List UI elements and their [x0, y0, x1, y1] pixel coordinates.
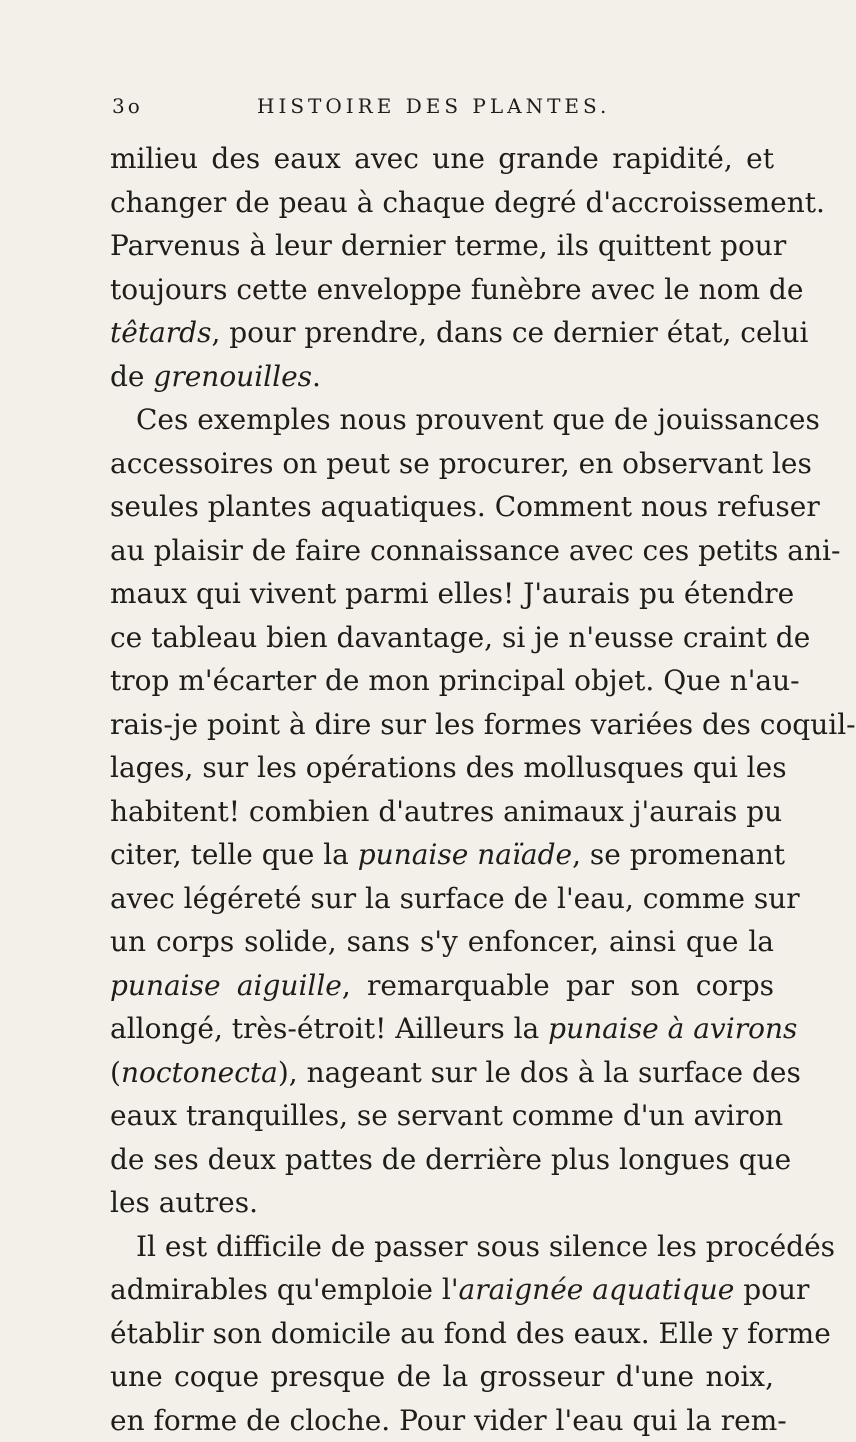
page-header — [112, 94, 772, 128]
text-line — [110, 1355, 774, 1399]
text-run: Parvenus à leur dernier terme, ils quittent pour — [110, 229, 786, 262]
text-run: trop m'écarter de mon principal objet. Que n'au- — [110, 664, 800, 697]
italic-term: grenouilles — [153, 360, 312, 393]
text-run: avec légéreté sur la surface de l'eau, comme sur — [110, 882, 800, 915]
text-run: changer de peau à chaque degré d'accroissement. — [110, 186, 825, 219]
italic-term: têtards — [110, 316, 211, 349]
text-run: un corps solide, sans s'y enfoncer, ainsi que la — [110, 925, 774, 958]
text-run: Il est difficile de passer sous silence les procédés — [136, 1230, 835, 1263]
text-run: les autres. — [110, 1186, 258, 1219]
text-line — [110, 659, 774, 703]
text-line — [110, 703, 774, 747]
text-run: ce tableau bien davantage, si je n'eusse craint de — [110, 621, 810, 654]
text-run: rais-je point à dire sur les formes variées des coquil- — [110, 708, 856, 741]
text-line — [110, 790, 774, 834]
italic-term: punaise à avirons — [548, 1012, 797, 1045]
text-run: admirables qu'emploie l' — [110, 1273, 459, 1306]
text-line — [110, 268, 774, 312]
text-run: citer, telle que la — [110, 838, 358, 871]
text-run: lages, sur les opérations des mollusques qui les — [110, 751, 787, 784]
text-run: milieu des eaux avec une grande rapidité, et — [110, 142, 774, 175]
text-line — [110, 1268, 774, 1312]
text-line — [110, 1051, 774, 1095]
text-line — [110, 529, 774, 573]
text-run: de ses deux pattes de derrière plus longues que — [110, 1143, 791, 1176]
text-run: maux qui vivent parmi elles! J'aurais pu étendre — [110, 577, 794, 610]
text-line — [110, 442, 774, 486]
text-run: . — [312, 360, 321, 393]
text-line — [110, 137, 774, 181]
italic-term: araignée aquatique — [459, 1273, 735, 1306]
text-line — [110, 964, 774, 1008]
text-line — [110, 1094, 774, 1138]
text-line — [110, 311, 774, 355]
italic-term: noctonecta — [121, 1056, 278, 1089]
text-run: habitent! combien d'autres animaux j'aurais pu — [110, 795, 782, 828]
text-run: accessoires on peut se procurer, en observant les — [110, 447, 812, 480]
text-run: , remarquable par son corps — [342, 969, 774, 1002]
text-line — [110, 877, 774, 921]
text-run: seules plantes aquatiques. Comment nous refuser — [110, 490, 820, 523]
page-number: 3o — [112, 94, 143, 118]
text-line — [110, 1399, 774, 1442]
text-run: en forme de cloche. Pour vider l'eau qui la rem- — [110, 1404, 787, 1437]
text-line — [110, 355, 774, 399]
text-line — [110, 398, 774, 442]
text-line — [110, 1181, 774, 1225]
text-line — [110, 485, 774, 529]
text-run: établir son domicile au fond des eaux. Elle y forme — [110, 1317, 831, 1350]
text-run: toujours cette enveloppe funèbre avec le nom de — [110, 273, 803, 306]
text-run: Ces exemples nous prouvent que de jouissances — [136, 403, 820, 436]
text-run: de — [110, 360, 153, 393]
text-run: ( — [110, 1056, 121, 1089]
text-run: une coque presque de la grosseur d'une noix, — [110, 1360, 774, 1393]
text-line — [110, 1007, 774, 1051]
running-title: HISTOIRE DES PLANTES. — [257, 94, 610, 118]
text-line — [110, 1225, 774, 1269]
body-text — [110, 137, 774, 1442]
text-line — [110, 616, 774, 660]
text-run: , se promenant — [572, 838, 785, 871]
text-run: eaux tranquilles, se servant comme d'un aviron — [110, 1099, 783, 1132]
text-run: allongé, très-étroit! Ailleurs la — [110, 1012, 548, 1045]
text-line — [110, 572, 774, 616]
text-run: pour — [734, 1273, 809, 1306]
text-line — [110, 224, 774, 268]
text-line — [110, 746, 774, 790]
italic-term: punaise aiguille — [110, 969, 342, 1002]
text-run: , pour prendre, dans ce dernier état, celui — [211, 316, 808, 349]
text-line — [110, 920, 774, 964]
text-run: ), nageant sur le dos à la surface des — [278, 1056, 801, 1089]
text-line — [110, 181, 774, 225]
italic-term: punaise naïade — [358, 838, 572, 871]
text-line — [110, 833, 774, 877]
text-line — [110, 1138, 774, 1182]
text-line — [110, 1312, 774, 1356]
text-run: au plaisir de faire connaissance avec ces petits ani- — [110, 534, 840, 567]
